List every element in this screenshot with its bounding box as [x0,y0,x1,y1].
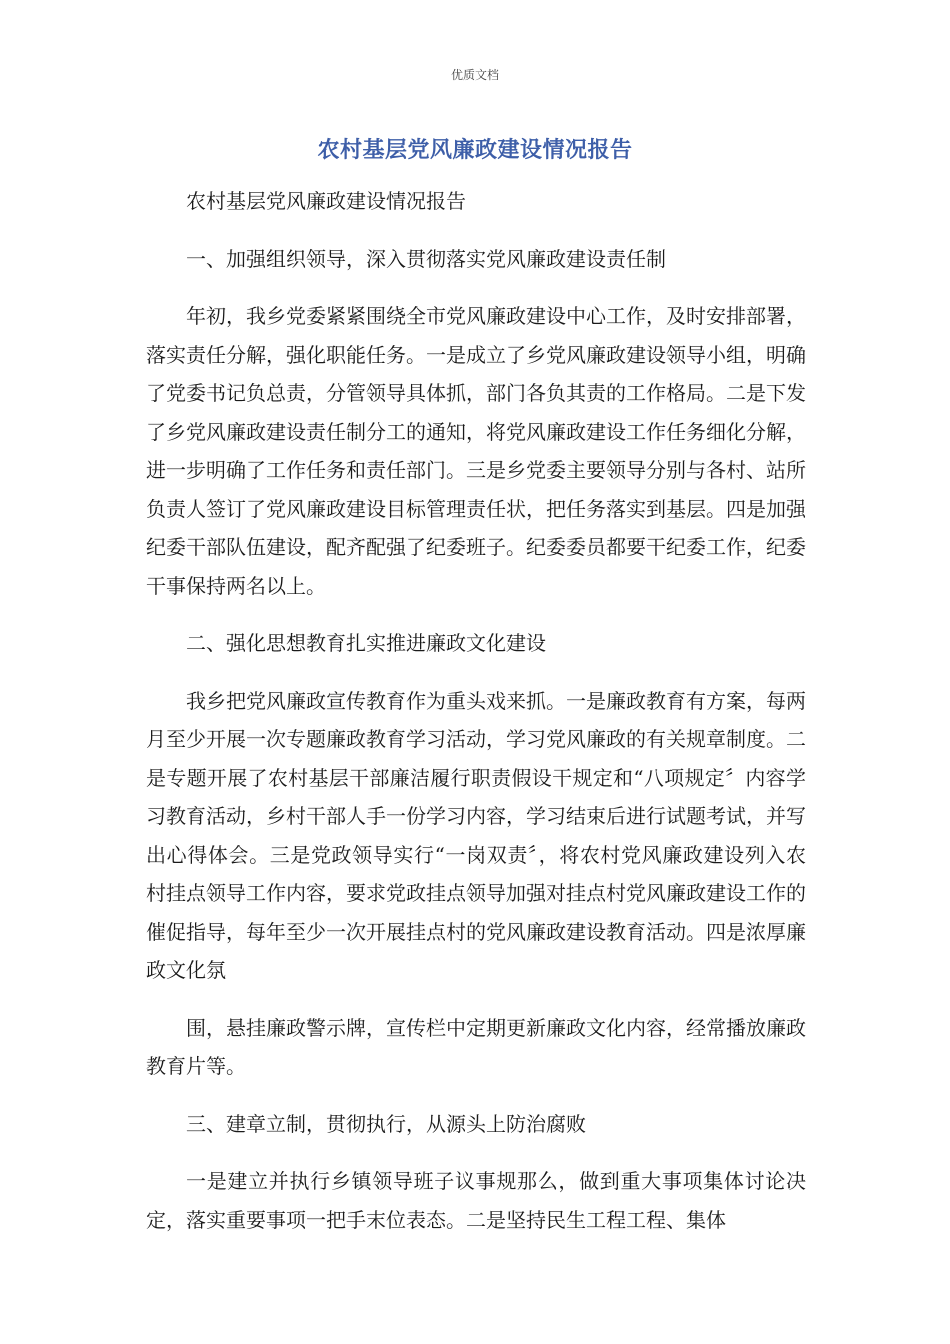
section-1-paragraph: 年初，我乡党委紧紧围绕全市党风廉政建设中心工作，及时安排部署，落实责任分解，强化职能任务。一是成立了乡党风廉政建设领导小组，明确了党委书记负总责，分管领导具体抓，部门各负其责的工作格局。二是下发了乡党风廉政建设责任制分工的通知，将党风廉政建设工作任务细化分解，进一步明确了工作任务和责任部门。三是乡党委主要领导分别与各村、站所负责人签订了党风廉政建设目标管理责任状，把任务落实到基层。四是加强纪委干部队伍建设，配齐配强了纪委班子。纪委委员都要干纪委工作，纪委干事保持两名以上。 [146,304,806,598]
document-title: 农村基层党风廉政建设情况报告 [317,137,633,163]
section-heading-2: 二、强化思想教育扎实推进廉政文化建设 [186,631,546,655]
section-heading-3: 三、建章立制，贯彻执行，从源头上防治腐败 [186,1111,586,1136]
section-3-paragraph: 一是建立并执行乡镇领导班子议事规那么，做到重大事项集体讨论决定，落实重要事项一把手末位表态。二是坚持民生工程工程、集体 [146,1169,806,1232]
page-header: 优质文档 [450,68,499,82]
section-2-paragraph-1: 我乡把党风廉政宣传教育作为重头戏来抓。一是廉政教育有方案，每两月至少开展一次专题廉政教育学习活动，学习党风廉政的有关规章制度。二是专题开展了农村基层干部廉洁履行职责假设干规定和“八项规定〞内容学习教育活动，乡村干部人手一份学习内容，学习结束后进行试题考试，并写出心得体会。三是党政领导实行“一岗双责〞，将农村党风廉政建设列入农村挂点领导工作内容，要求党政挂点领导加强对挂点村党风廉政建设工作的催促指导，每年至少一次开展挂点村的党风廉政建设教育活动。四是浓厚廉政文化氛 [146,688,806,982]
document-subtitle: 农村基层党风廉政建设情况报告 [186,189,466,213]
section-2-paragraph-2: 围，悬挂廉政警示牌，宣传栏中定期更新廉政文化内容，经常播放廉政教育片等。 [146,1015,806,1078]
section-heading-1: 一、加强组织领导，深入贯彻落实党风廉政建设责任制 [186,246,666,271]
document-body [146,182,806,1258]
